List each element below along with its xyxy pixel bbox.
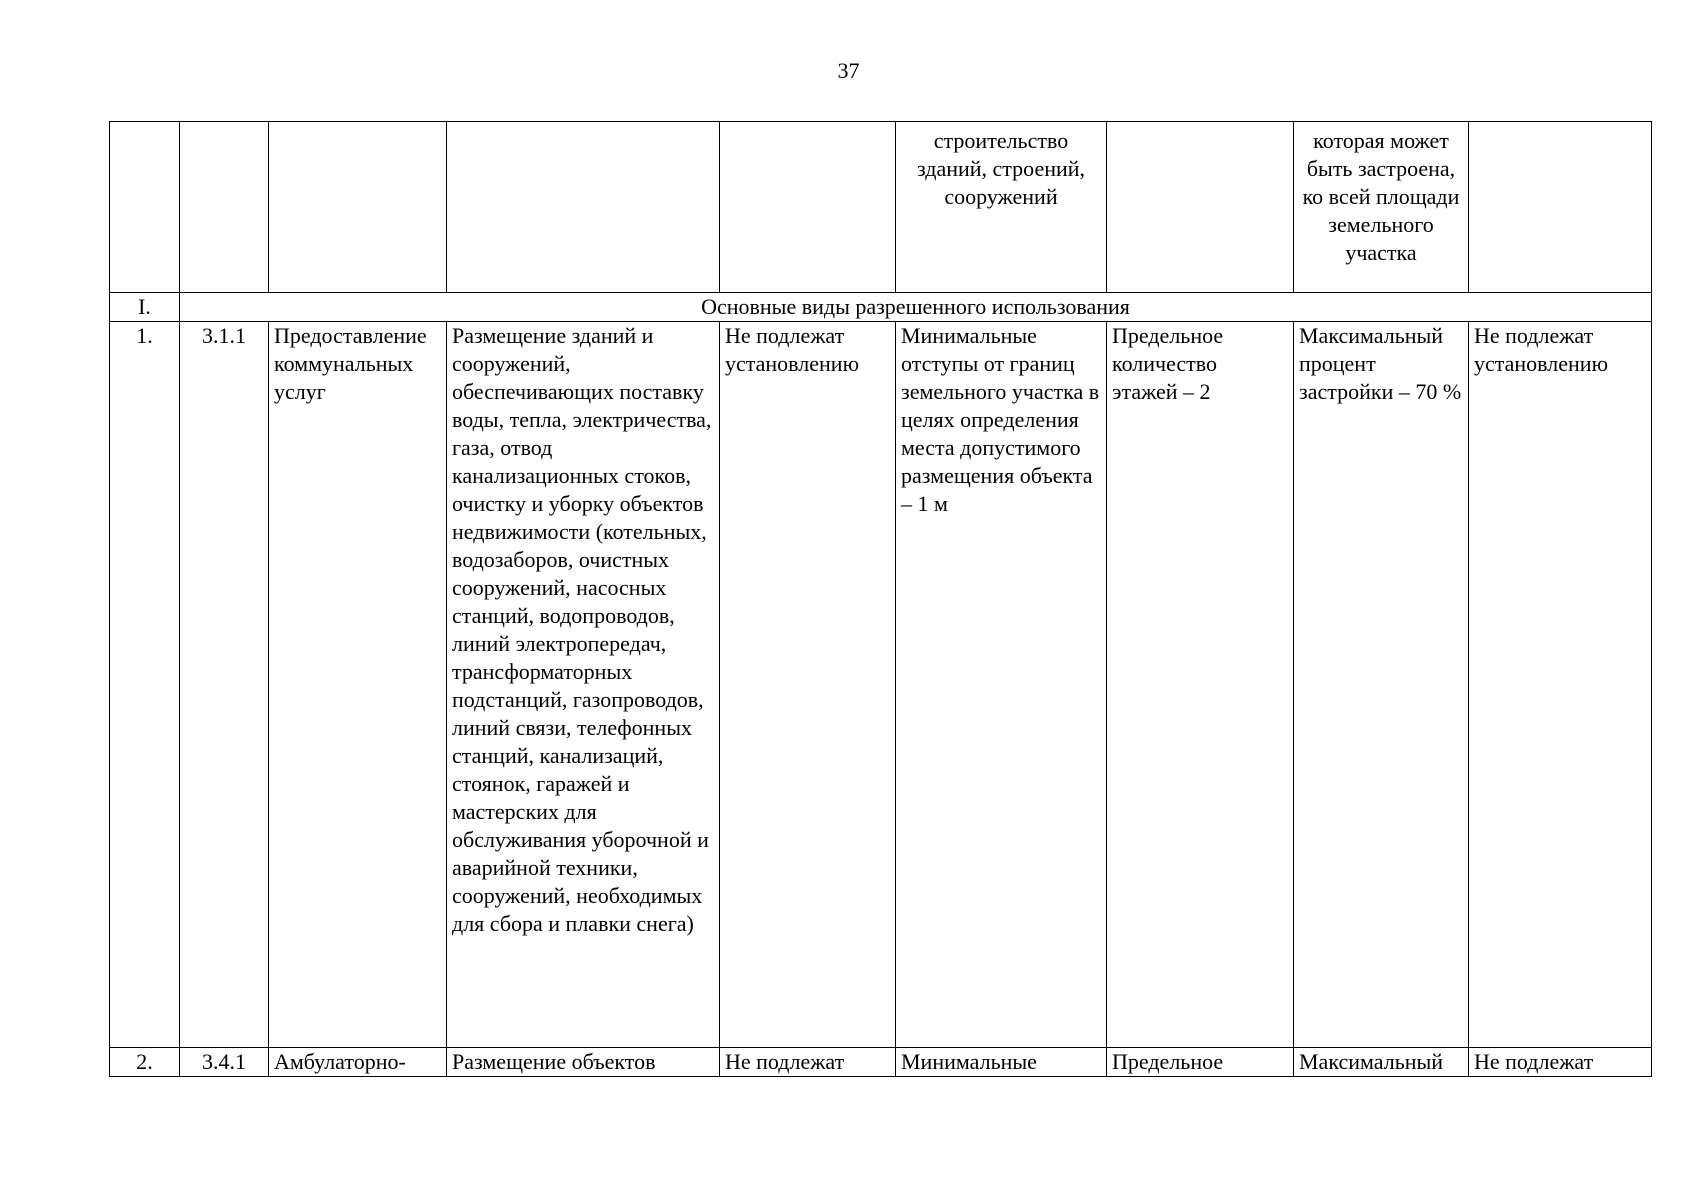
table-row	[110, 322, 1652, 1048]
section-title: Основные виды разрешенного использования	[180, 293, 1652, 322]
row-code: 3.4.1	[180, 1048, 269, 1077]
cell-empty	[720, 122, 896, 293]
table-row	[110, 1048, 1652, 1077]
row-min-max-plot-size: Не подлежат установлению	[720, 322, 896, 1048]
page-number: 37	[837, 58, 860, 83]
row-min-max-plot-size: Не подлежат	[720, 1048, 896, 1077]
row-coverage: Максимальный процент застройки – 70 %	[1294, 322, 1469, 1048]
row-other-params: Не подлежат установлению	[1469, 322, 1652, 1048]
row-code: 3.1.1	[180, 322, 269, 1048]
continuation-row	[110, 122, 1652, 293]
cell-empty	[447, 122, 720, 293]
section-row	[110, 293, 1652, 322]
cell-empty	[180, 122, 269, 293]
row-setbacks: Минимальные	[896, 1048, 1107, 1077]
row-use-name: Амбулаторно-	[269, 1048, 447, 1077]
row-other-params: Не подлежат	[1469, 1048, 1652, 1077]
row-description: Размещение объектов	[447, 1048, 720, 1077]
row-number: 1.	[110, 322, 180, 1048]
section-number: I.	[110, 293, 180, 322]
cell-empty	[269, 122, 447, 293]
cell-empty	[1107, 122, 1294, 293]
row-floors: Предельное количество этажей – 2	[1107, 322, 1294, 1048]
row-floors: Предельное	[1107, 1048, 1294, 1077]
land-use-table	[109, 121, 1652, 1077]
row-description: Размещение зданий и сооружений, обеспечивающих поставку воды, тепла, электричества, газа, отвод канализационных стоков, очистку и уборку объектов недвижимости (котельных, водозаборов, очистных сооружений, насосных станций, водопроводов, линий электропередач, трансформаторных подстанций, газопроводов, линий связи, телефонных станций, канализаций, стоянок, гаражей и мастерских для обслуживания уборочной и аварийной техники, сооружений, необходимых для сбора и плавки снега)	[447, 322, 720, 1048]
row-number: 2.	[110, 1048, 180, 1077]
cell-empty	[1469, 122, 1652, 293]
row-coverage: Максимальный	[1294, 1048, 1469, 1077]
cell-empty	[110, 122, 180, 293]
row-setbacks: Минимальные отступы от границ земельного участка в целях определения места допустимого размещения объекта – 1 м	[896, 322, 1107, 1048]
row-use-name: Предоставление коммунальных услуг	[269, 322, 447, 1048]
cell-building-construction: строительство зданий, строений, сооружений	[896, 122, 1107, 293]
cell-built-up-area: которая может быть застроена, ко всей площади земельного участка	[1294, 122, 1469, 293]
